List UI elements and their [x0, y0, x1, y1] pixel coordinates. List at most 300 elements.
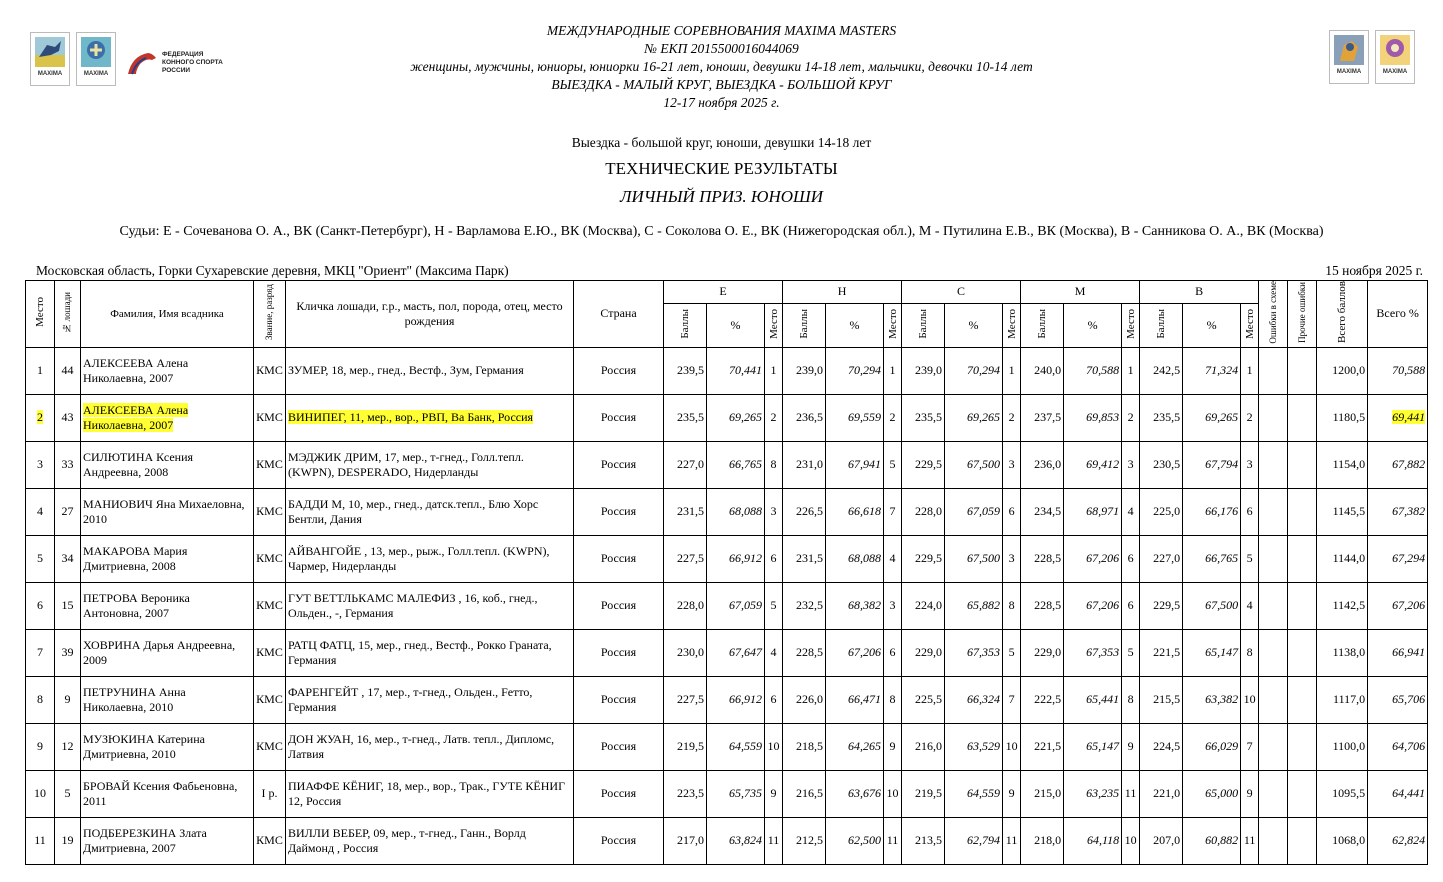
total-points-cell-text: 1144,0 [1332, 551, 1366, 566]
judge-points-cell-text: 221,0 [1153, 786, 1181, 801]
rank-cell [254, 347, 286, 394]
prize-title: ЛИЧНЫЙ ПРИЗ. ЮНОШИ [619, 187, 824, 206]
judge-percent-cell [1064, 629, 1122, 676]
col-rider: Фамилия, Имя всадника [81, 281, 254, 348]
other-errors-cell [1288, 347, 1317, 394]
rank-cell-text: КМС [256, 645, 283, 660]
judge-place-cell [1122, 676, 1140, 723]
judge-place-cell [1241, 629, 1259, 676]
judge-points-cell-text: 229,5 [915, 457, 943, 472]
judge-percent-cell [707, 770, 765, 817]
judge-points-cell [1140, 535, 1183, 582]
total-percent-cell-text: 67,294 [1392, 551, 1426, 566]
judge-percent-cell-text: 66,765 [1205, 551, 1239, 566]
judge-place-cell [765, 770, 783, 817]
total-percent-cell [1368, 441, 1428, 488]
country-cell [574, 488, 664, 535]
judge-place-cell-text: 3 [770, 504, 777, 519]
horse-cell-text: МЭДЖИК ДРИМ, 17, мер., т-гнед., Голл.тепл. (KWPN), DESPERADO, Нидерланды [288, 449, 524, 479]
place-cell [26, 676, 55, 723]
judge-place-cell [765, 488, 783, 535]
place-cell-text: 7 [37, 645, 43, 660]
horse-number-cell [55, 394, 81, 441]
judge-points-cell [902, 394, 945, 441]
col-total-points: Всего баллов [1317, 281, 1368, 348]
judge-points-cell [1021, 676, 1064, 723]
judge-points-cell [664, 817, 707, 864]
judge-percent-cell [1064, 817, 1122, 864]
judge-points-cell [783, 582, 826, 629]
judge-place-cell [884, 582, 902, 629]
judge-place-cell [765, 394, 783, 441]
venue: Московская область, Горки Сухаревские деревня, МКЦ "Ориент" (Максима Парк) [36, 263, 509, 278]
judge-points-cell-text: 223,5 [677, 786, 704, 801]
rank-cell [254, 629, 286, 676]
judge-points-cell [902, 770, 945, 817]
judge-percent-cell-text: 60,882 [1205, 833, 1239, 848]
judge-points-cell [664, 629, 707, 676]
place-cell [26, 582, 55, 629]
judge-place-cell [1122, 770, 1140, 817]
rank-cell [254, 676, 286, 723]
judge-points-header: Баллы [1140, 303, 1183, 347]
judge-points-cell-text: 225,0 [1153, 504, 1181, 519]
rider-cell-text: АЛЕКСЕЕВА Алена Николаевна, 2007 [83, 355, 189, 385]
judge-percent-cell [1183, 723, 1241, 770]
horse-number-cell [55, 676, 81, 723]
country-cell-text: Россия [600, 551, 637, 566]
judge-percent-cell [1064, 535, 1122, 582]
judge-percent-cell-text: 70,294 [967, 363, 1001, 378]
judge-percent-cell-text: 68,088 [729, 504, 762, 519]
judge-place-cell-text: 2 [889, 410, 896, 425]
rank-cell-text: КМС [256, 410, 283, 425]
total-percent-cell [1368, 676, 1428, 723]
rider-cell [81, 488, 254, 535]
rank-cell [254, 770, 286, 817]
rider-cell [81, 817, 254, 864]
horse-number-cell-text: 44 [61, 363, 74, 378]
judge-points-cell [1140, 582, 1183, 629]
table-row [26, 770, 1428, 817]
judge-place-cell-text: 10 [1243, 692, 1256, 707]
judge-place-cell [1003, 817, 1021, 864]
judge-points-cell-text: 231,0 [796, 457, 824, 472]
judge-points-cell-text: 228,0 [915, 504, 943, 519]
table-row [26, 347, 1428, 394]
rider-cell [81, 770, 254, 817]
judge-points-cell [783, 676, 826, 723]
judge-place-cell-text: 5 [1008, 645, 1015, 660]
horse-cell [286, 676, 574, 723]
judge-points-cell [902, 535, 945, 582]
judge-points-cell [1021, 441, 1064, 488]
judge-points-cell [664, 347, 707, 394]
judge-points-cell-text: 224,5 [1153, 739, 1181, 754]
judge-percent-cell-text: 69,265 [967, 410, 1001, 425]
horse-cell-text: ДОН ЖУАН, 16, мер., т-гнед., Латв. тепл., Дипломс, Латвия [288, 731, 555, 761]
country-cell-text: Россия [600, 833, 637, 848]
horse-cell-text: АЙВАНГОЙЕ , 13, мер., рыж., Голл.тепл. (KWPN), Чармер, Нидерланды [288, 543, 550, 573]
judge-place-header: Место [884, 303, 902, 347]
horse-number-cell [55, 770, 81, 817]
judge-points-cell [783, 394, 826, 441]
judge-percent-cell [826, 535, 884, 582]
judge-place-cell-text: 6 [889, 645, 896, 660]
rank-cell [254, 488, 286, 535]
total-points-cell-text: 1095,5 [1332, 786, 1366, 801]
judge-points-cell [664, 535, 707, 582]
col-number: № лошади [55, 281, 81, 348]
other-errors-cell [1288, 676, 1317, 723]
judge-place-cell [1241, 817, 1259, 864]
judge-points-cell-text: 227,5 [677, 551, 704, 566]
judge-points-cell [1140, 629, 1183, 676]
judge-points-cell-text: 239,5 [677, 363, 704, 378]
judge-percent-cell [945, 770, 1003, 817]
judge-points-cell [1021, 488, 1064, 535]
judge-place-cell [1003, 582, 1021, 629]
total-percent-cell [1368, 347, 1428, 394]
total-points-cell-text: 1154,0 [1332, 457, 1366, 472]
judge-percent-cell [1064, 723, 1122, 770]
judge-points-cell [1021, 347, 1064, 394]
judge-place-cell-text: 1 [1246, 363, 1253, 378]
place-cell [26, 770, 55, 817]
header-line-1: МЕЖДУНАРОДНЫЕ СОРЕВНОВАНИЯ MAXIMA MASTERS [546, 23, 897, 38]
judge-percent-cell [707, 394, 765, 441]
horse-cell-text: ВИНИПЕГ, 11, мер., вор., РВП, Ва Банк, Россия [288, 410, 534, 425]
judge-place-cell [1241, 535, 1259, 582]
errors-cell [1259, 723, 1288, 770]
judge-place-cell-text: 10 [1005, 739, 1018, 754]
judge-place-cell [1122, 441, 1140, 488]
judge-place-cell [1241, 582, 1259, 629]
judge-place-cell [884, 394, 902, 441]
total-percent-cell [1368, 770, 1428, 817]
horse-cell [286, 488, 574, 535]
total-percent-cell-text: 64,706 [1392, 739, 1426, 754]
judge-points-cell-text: 235,5 [915, 410, 943, 425]
place-cell [26, 535, 55, 582]
rider-cell-text: ПОДБЕРЕЗКИНА Злата Дмитриевна, 2007 [83, 825, 207, 855]
rider-cell-text: СИЛЮТИНА Ксения Андреевна, 2008 [83, 449, 194, 479]
judge-place-cell-text: 5 [1127, 645, 1134, 660]
place-cell-text: 10 [34, 786, 46, 801]
total-points-cell [1317, 629, 1368, 676]
judge-percent-cell [826, 723, 884, 770]
country-cell-text: Россия [600, 363, 637, 378]
table-row [26, 535, 1428, 582]
logo-caption: MAXIMA [1382, 69, 1408, 75]
judge-points-cell [1140, 723, 1183, 770]
judge-place-cell [1003, 488, 1021, 535]
judge-points-cell-text: 224,0 [915, 598, 943, 613]
federation-line: ФЕДЕРАЦИЯ [162, 51, 204, 58]
total-points-cell [1317, 770, 1368, 817]
judge-points-cell-text: 236,0 [1034, 457, 1062, 472]
judge-place-cell-text: 2 [1127, 410, 1134, 425]
judge-percent-cell [1064, 582, 1122, 629]
judge-percent-cell [945, 629, 1003, 676]
rank-cell-text: КМС [256, 457, 283, 472]
country-cell [574, 394, 664, 441]
rank-cell-text: I р. [261, 786, 278, 801]
judge-percent-cell-text: 71,324 [1205, 363, 1239, 378]
judge-percent-cell-text: 69,559 [848, 410, 882, 425]
judge-place-cell [1241, 347, 1259, 394]
judge-place-cell-text: 1 [1127, 363, 1134, 378]
judge-place-cell [1241, 394, 1259, 441]
judge-percent-cell [1183, 535, 1241, 582]
country-cell-text: Россия [600, 598, 637, 613]
judge-points-cell [1021, 394, 1064, 441]
judge-points-cell [664, 394, 707, 441]
judge-place-cell [1003, 676, 1021, 723]
place-cell-text: 6 [37, 598, 43, 613]
total-points-cell-text: 1180,5 [1332, 410, 1366, 425]
judge-place-cell-text: 8 [889, 692, 896, 707]
judge-percent-cell-text: 69,412 [1086, 457, 1120, 472]
judge-points-cell [783, 770, 826, 817]
judge-points-cell [1140, 676, 1183, 723]
horse-cell [286, 394, 574, 441]
judge-place-cell-text: 6 [1127, 551, 1134, 566]
judge-place-cell [1122, 817, 1140, 864]
logo-caption: MAXIMA [37, 71, 63, 77]
judge-place-cell [884, 347, 902, 394]
horse-number-cell-text: 39 [61, 645, 74, 660]
table-row [26, 394, 1428, 441]
judge-percent-cell-text: 66,324 [967, 692, 1001, 707]
country-cell-text: Россия [600, 410, 637, 425]
judge-percent-cell [945, 488, 1003, 535]
judge-percent-cell-text: 67,059 [729, 598, 762, 613]
total-percent-cell-text: 62,824 [1392, 833, 1426, 848]
judge-percent-header: % [1183, 303, 1241, 347]
judge-percent-cell-text: 64,118 [1086, 833, 1120, 848]
judge-percent-cell-text: 67,059 [967, 504, 1001, 519]
col-other-errors: Прочие ошибки [1288, 281, 1317, 348]
horse-number-cell-text: 9 [64, 692, 71, 707]
judge-place-cell-text: 8 [1008, 598, 1015, 613]
rider-cell [81, 394, 254, 441]
rank-cell-text: КМС [256, 692, 283, 707]
judge-place-cell-text: 11 [1005, 833, 1018, 848]
judge-percent-cell-text: 66,912 [729, 692, 762, 707]
total-points-cell [1317, 394, 1368, 441]
judge-place-cell-text: 11 [886, 833, 899, 848]
judge-percent-cell [1183, 676, 1241, 723]
horse-number-cell-text: 19 [61, 833, 74, 848]
judge-points-cell-text: 235,5 [677, 410, 704, 425]
document-title: ТЕХНИЧЕСКИЕ РЕЗУЛЬТАТЫ [605, 159, 838, 178]
rider-cell-text: АЛЕКСЕЕВА Алена Николаевна, 2007 [83, 402, 189, 432]
judge-percent-cell-text: 69,853 [1086, 410, 1120, 425]
judge-percent-cell [826, 488, 884, 535]
judge-place-cell [884, 676, 902, 723]
judge-points-cell-text: 221,5 [1034, 739, 1062, 754]
judge-points-cell-text: 212,5 [796, 833, 824, 848]
judge-points-cell-text: 240,0 [1034, 363, 1062, 378]
judge-points-cell [1140, 347, 1183, 394]
horse-cell [286, 582, 574, 629]
judge-points-cell [1021, 535, 1064, 582]
judge-percent-cell [1183, 770, 1241, 817]
judge-points-cell-text: 225,5 [915, 692, 943, 707]
judge-points-cell [1140, 817, 1183, 864]
country-cell-text: Россия [600, 457, 637, 472]
judge-place-cell-text: 9 [1127, 739, 1134, 754]
table-row [26, 817, 1428, 864]
horse-cell-text: ГУТ ВЕТТЛЬКАМС МАЛЕФИЗ , 16, коб., гнед., Ольден., -, Германия [288, 590, 538, 620]
judge-percent-cell-text: 63,382 [1205, 692, 1239, 707]
total-percent-cell-text: 64,441 [1392, 786, 1426, 801]
country-cell-text: Россия [600, 786, 637, 801]
col-horse: Кличка лошади, г.р., масть, пол, порода, отец, место рождения [286, 281, 574, 348]
judge-points-cell-text: 236,5 [796, 410, 824, 425]
country-cell [574, 347, 664, 394]
judge-percent-cell [945, 535, 1003, 582]
horse-cell-text: ЗУМЕР, 18, мер., гнед., Вестф., Зум, Германия [288, 363, 524, 378]
col-total-percent: Всего % [1368, 281, 1428, 348]
horse-number-cell [55, 582, 81, 629]
total-percent-cell [1368, 488, 1428, 535]
judge-e-header: Е [664, 281, 783, 304]
other-errors-cell [1288, 770, 1317, 817]
judge-place-cell [1003, 770, 1021, 817]
judge-points-cell-text: 219,5 [915, 786, 943, 801]
place-cell-text: 9 [37, 739, 43, 754]
horse-cell [286, 770, 574, 817]
judge-percent-cell-text: 65,147 [1086, 739, 1120, 754]
judge-points-cell [1021, 582, 1064, 629]
judge-points-header: Баллы [902, 303, 945, 347]
header-row-1 [26, 281, 1428, 304]
judge-percent-cell [1183, 582, 1241, 629]
judge-points-cell [664, 723, 707, 770]
judge-percent-cell-text: 66,029 [1205, 739, 1239, 754]
judge-place-cell-text: 9 [889, 739, 896, 754]
judge-points-cell [1140, 394, 1183, 441]
judge-place-cell-text: 8 [770, 457, 777, 472]
judge-place-cell [884, 441, 902, 488]
judge-place-cell [1003, 347, 1021, 394]
country-cell [574, 770, 664, 817]
judge-points-cell-text: 207,0 [1153, 833, 1181, 848]
judge-place-cell [765, 441, 783, 488]
judge-points-cell-text: 218,0 [1034, 833, 1062, 848]
errors-cell [1259, 441, 1288, 488]
judge-place-cell [1003, 629, 1021, 676]
rider-cell [81, 441, 254, 488]
rank-cell [254, 723, 286, 770]
judge-place-cell-text: 1 [889, 363, 896, 378]
horse-cell-text: ВИЛЛИ ВЕБЕР, 09, мер., т-гнед., Ганн., Ворлд Даймонд , Россия [288, 825, 526, 855]
judge-percent-header: % [945, 303, 1003, 347]
judge-percent-cell-text: 67,794 [1205, 457, 1239, 472]
judge-points-cell-text: 215,0 [1034, 786, 1062, 801]
judge-percent-cell-text: 65,147 [1205, 645, 1239, 660]
judge-percent-cell-text: 63,824 [729, 833, 762, 848]
judge-c-header: С [902, 281, 1021, 304]
judge-points-cell-text: 232,5 [796, 598, 824, 613]
judge-points-cell [783, 629, 826, 676]
horse-cell [286, 441, 574, 488]
judge-points-cell [783, 441, 826, 488]
judge-place-cell [1003, 441, 1021, 488]
rank-cell-text: КМС [256, 551, 283, 566]
judge-percent-cell-text: 70,294 [848, 363, 882, 378]
rank-cell [254, 817, 286, 864]
judge-percent-cell-text: 66,618 [848, 504, 882, 519]
total-points-cell [1317, 817, 1368, 864]
judge-place-cell [884, 817, 902, 864]
rank-cell [254, 535, 286, 582]
place-cell [26, 629, 55, 676]
judge-m-header: М [1021, 281, 1140, 304]
col-rank: Звание, разряд [254, 281, 286, 348]
event-subtitle: Выездка - большой круг, юноши, девушки 14-18 лет [571, 135, 872, 150]
judge-points-cell-text: 227,0 [1153, 551, 1181, 566]
header-line-2: № ЕКП 2015500016044069 [644, 41, 799, 56]
rider-cell-text: БРОВАЙ Ксения Фабьеновна, 2011 [83, 778, 238, 808]
judge-points-cell-text: 235,5 [1153, 410, 1181, 425]
country-cell [574, 723, 664, 770]
judge-percent-header: % [707, 303, 765, 347]
judge-points-cell [902, 676, 945, 723]
judge-points-cell-text: 242,5 [1153, 363, 1181, 378]
judge-points-cell [664, 770, 707, 817]
judge-percent-cell-text: 62,794 [967, 833, 1001, 848]
rider-cell [81, 676, 254, 723]
logo-caption: MAXIMA [1336, 69, 1362, 75]
judge-percent-cell [707, 535, 765, 582]
competition-header [0, 22, 1443, 112]
judge-place-cell [1122, 347, 1140, 394]
judge-points-cell [1140, 770, 1183, 817]
judge-points-cell-text: 239,0 [796, 363, 824, 378]
judge-place-cell [1122, 629, 1140, 676]
judge-place-cell-text: 11 [767, 833, 780, 848]
judge-points-cell-text: 215,5 [1153, 692, 1181, 707]
judge-percent-cell [826, 770, 884, 817]
total-points-cell-text: 1138,0 [1332, 645, 1366, 660]
judge-percent-cell [707, 441, 765, 488]
total-percent-cell [1368, 629, 1428, 676]
judge-place-header: Место [1003, 303, 1021, 347]
total-percent-cell-text: 70,588 [1392, 363, 1426, 378]
rider-cell-text: МАНИОВИЧ Яна Михаеловна, 2010 [83, 496, 245, 526]
horse-cell [286, 347, 574, 394]
header-line-3: женщины, мужчины, юниоры, юниорки 16-21 лет, юноши, девушки 14-18 лет, мальчики, девочки 10-14 лет [410, 59, 1033, 74]
judge-points-cell [1021, 629, 1064, 676]
judge-points-header: Баллы [783, 303, 826, 347]
judge-percent-cell [707, 676, 765, 723]
country-cell [574, 676, 664, 723]
horse-number-cell-text: 33 [61, 457, 74, 472]
judge-percent-cell [707, 347, 765, 394]
judge-place-cell-text: 6 [1008, 504, 1015, 519]
judge-points-cell-text: 218,5 [796, 739, 824, 754]
judge-points-cell [902, 723, 945, 770]
place-cell-text: 8 [37, 692, 43, 707]
judge-points-cell-text: 219,5 [677, 739, 704, 754]
judge-percent-cell-text: 66,176 [1205, 504, 1239, 519]
country-cell-text: Россия [600, 692, 637, 707]
horse-cell-text: ФАРЕНГЕЙТ , 17, мер., т-гнед., Ольден., Fетто, Германия [288, 684, 533, 714]
judge-percent-cell [1183, 817, 1241, 864]
